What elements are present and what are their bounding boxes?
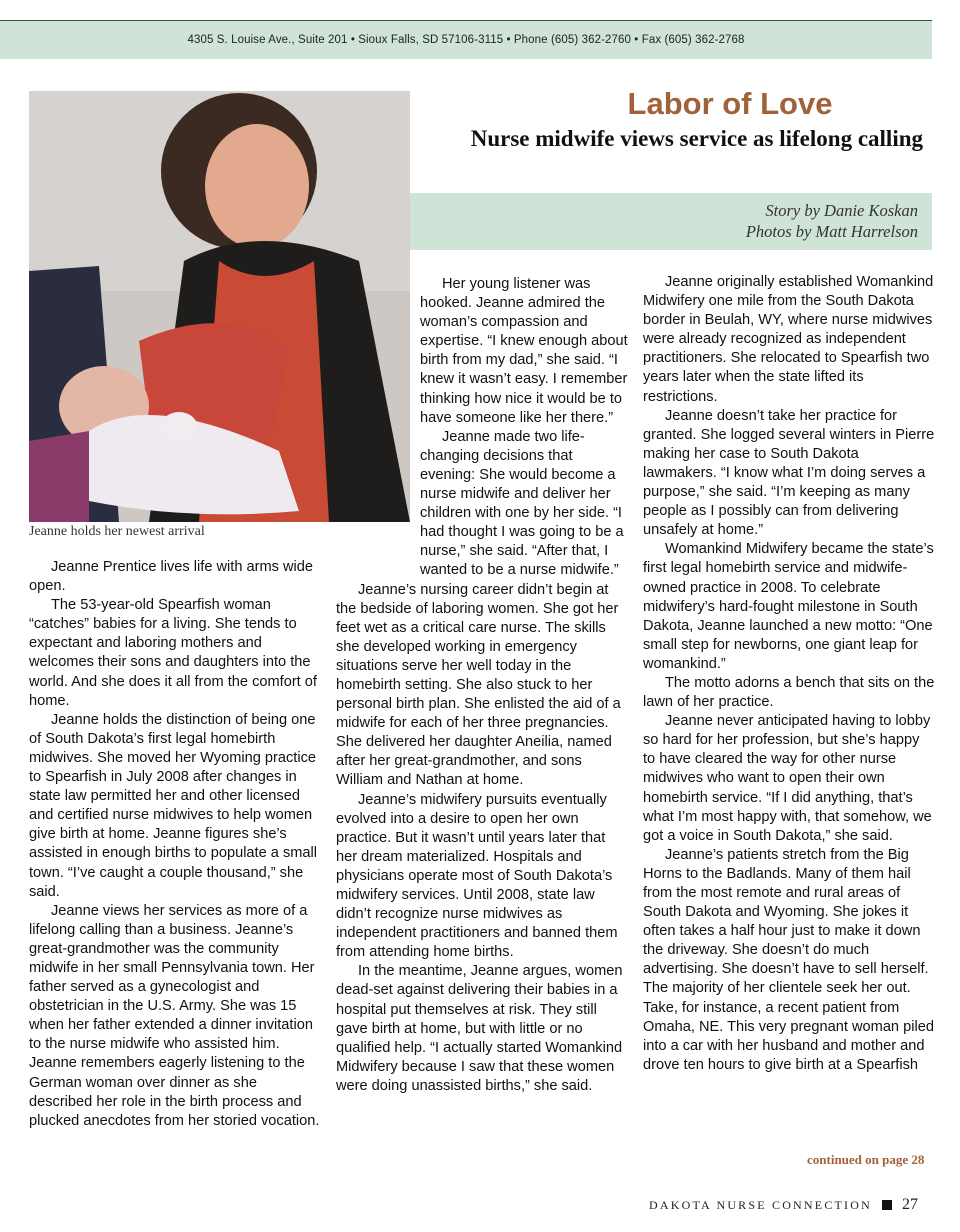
paragraph: Jeanne holds the distinction of being one of South Dakota’s first legal homebirth midwives. She moved her Wyoming practice to Spearfish in July 2008 after changes in state law permitted her and other licensed and certified nurse midwives to help women give birth at home. Jeanne figures she’s assisted in enough births to populate a small town. “I’ve caught a couple thousand,” she said.	[29, 711, 317, 900]
paragraph: Her young listener was hooked. Jeanne admired the woman’s compassion and expertise. “I knew enough about birth from my dad,” she said. “I knew it wasn’t easy. I remember thinking how nice it would be to have someone like her there.”	[420, 276, 628, 426]
address-bar	[0, 21, 932, 59]
headline-block	[415, 84, 935, 152]
credits-box	[410, 193, 932, 250]
paragraph: Jeanne’s patients stretch from the Big Horns to the Badlands. Many of them hail from the most remote and rural areas of South Dakota and Wyoming. She jokes it often takes a half hour just to make it down the driveway. She doesn’t do much advertising. She doesn’t have to sell herself. The majority of her clientele seek her out. Take, for instance, a recent patient from Omaha, NE. This very pregnant woman piled into a car with her husband and mother and drove ten hours to give birth at a Spearfish	[643, 846, 934, 1073]
publication-name: DAKOTA NURSE CONNECTION	[649, 1197, 872, 1212]
story-credit: Story by Danie Koskan	[765, 201, 918, 220]
article-title: Labor of Love	[627, 86, 833, 121]
continued-link[interactable]: continued on page 28	[807, 1152, 925, 1167]
paragraph: Womankind Midwifery became the state’s first legal homebirth service and midwife-owned practice in 2008. To celebrate midwifery’s hard-fought milestone in South Dakota, Jeanne launched a new motto: “One small step for newborns, one giant leap for womankind.”	[643, 541, 934, 672]
photo-wrap-space	[336, 275, 420, 579]
address-text: 4305 S. Louise Ave., Suite 201 • Sioux Falls, SD 57106-3115 • Phone (605) 362-2760 • Fax (605) 362-2768	[187, 34, 745, 46]
paragraph: Jeanne views her services as more of a lifelong calling than a business. Jeanne’s great-grandmother was the community midwife in her small Pennsylvania town. Her father served as a gynecologist and obstetrician in the U.S. Army. She was 15 when her father extended a dinner invitation to the nurse midwife who assisted him. Jeanne remembers eagerly listening to the German woman over dinner as she described her role in the birth process and plucked anecdotes from her storied vocation.	[29, 902, 320, 1129]
paragraph: Jeanne Prentice lives life with arms wide open.	[29, 559, 313, 595]
page-footer	[649, 1196, 918, 1214]
square-bullet-icon	[882, 1200, 892, 1210]
article-subtitle: Nurse midwife views service as lifelong calling	[470, 126, 923, 151]
paragraph: In the meantime, Jeanne argues, women dead-set against delivering their babies in a hospital put themselves at risk. They still gave birth at home, but with little or no qualified help. “I actually started Womankind Midwifery because I saw that these women were doing unassisted births,” she said.	[336, 963, 623, 1094]
page-number: 27	[902, 1196, 918, 1213]
photo-credit: Photos by Matt Harrelson	[745, 222, 918, 241]
paragraph: Jeanne made two life-changing decisions that evening: She would become a nurse midwife and deliver her children with one by her side. “I had thought I was going to be a nurse,” she said. “After that, I wanted to be a nurse midwife.”	[420, 428, 624, 579]
paragraph: The motto adorns a bench that sits on the lawn of her practice.	[643, 674, 935, 711]
article-column-1	[29, 558, 321, 1131]
photo-caption: Jeanne holds her newest arrival	[29, 524, 205, 539]
paragraph: Jeanne’s nursing career didn’t begin at the bedside of laboring women. She got her feet wet as a critical care nurse. The skills she developed working in emergency situations serve her well today in the homebirth setting. She also stuck to her personal birth plan. She enlisted the aid of a midwife for each of her three pregnancies. She delivered her daughter Aneilia, named after her great-grandmother, and sons William and Nathan at home.	[336, 581, 621, 789]
paragraph: Jeanne doesn’t take her practice for granted. She logged several winters in Pierre making her case to South Dakota lawmakers. “I know what I’m doing serves a purpose,” she said. “I’m keeping as many people as I possibly can from delivering unsafely at home.”	[643, 407, 935, 539]
article-column-2	[336, 275, 628, 1096]
paragraph: Jeanne’s midwifery pursuits eventually evolved into a desire to open her own practice. But it wasn’t until years later that her dream materialized. Hospitals and physicians operate most of South Dakota’s midwifery services. Until 2008, state law didn’t recognize nurse midwives as independent practitioners and banned them from attending home births.	[336, 791, 618, 961]
paragraph: The 53-year-old Spearfish woman “catches” babies for a living. She tends to expectant and laboring mothers and welcomes their sons and daughters into the world. And she does it all from the comfort of home.	[29, 597, 317, 709]
article-column-3	[643, 273, 935, 1075]
paragraph: Jeanne originally established Womankind Midwifery one mile from the South Dakota border in Beulah, WY, where nurse midwives were already recognized as independent practitioners. She relocated to Spearfish two years later when the state lifted its restrictions.	[643, 274, 934, 405]
paragraph: Jeanne never anticipated having to lobby so hard for her profession, but she’s happy to have cleared the way for other nurse midwives who want to open their own homebirth service. “If I did anything, that’s what I’m most happy with, that somehow, we got a voice in South Dakota,” she said.	[643, 713, 932, 844]
